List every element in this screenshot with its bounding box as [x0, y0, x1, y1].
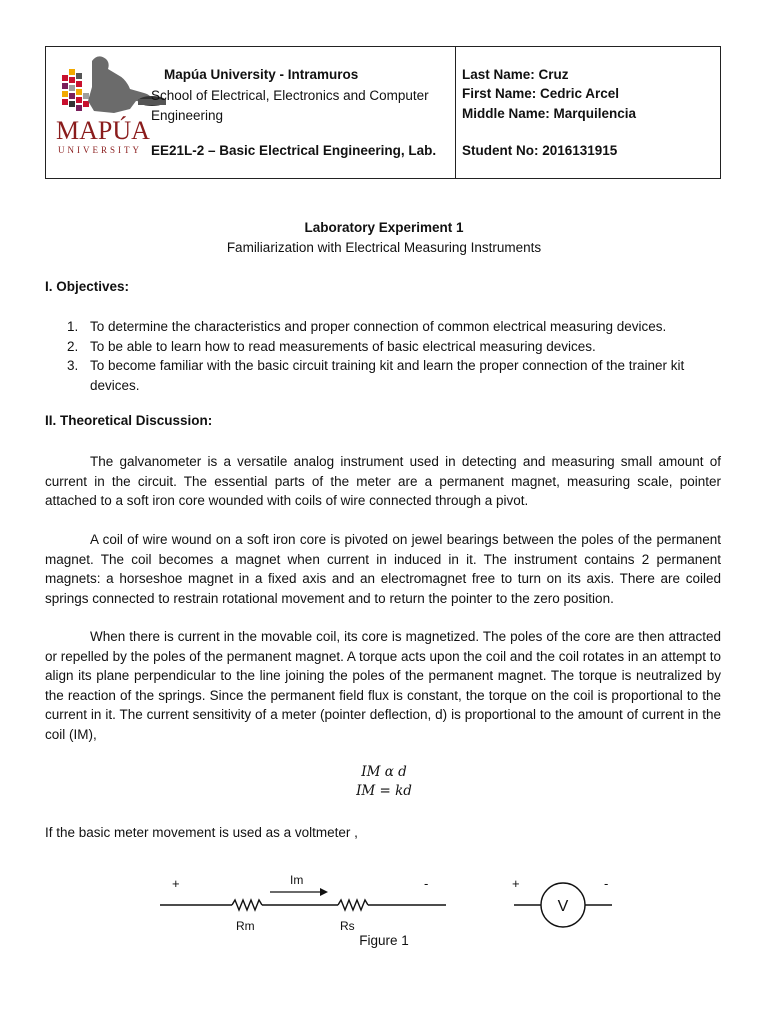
minus-terminal-right: - — [604, 876, 609, 891]
plus-terminal-right: + — [512, 876, 520, 891]
objective-text: To become familiar with the basic circuit training kit and learn the proper connection of the trainer kit devices. — [90, 358, 685, 393]
equation-proportional: IM α d — [361, 764, 407, 780]
equation-constant: IM = kd — [356, 783, 412, 799]
theory-paragraph-3: When there is current in the movable coil, its core is magnetized. The poles of the core are then attracted or repelled by the poles of the permanent magnet. A torque acts upon the coil and the coil rotates in an attempt to align its plane perpendicular to the line joining the poles of the permanent magnet. The torque is neutralized by the reaction of the springs. Since the permanent field flux is constant, the torque on the coil is proportional to the current in it. The current sensitivity of a meter (pointer deflection, d) is proportional to the amount of current in the coil (IM), — [45, 629, 721, 742]
header-left-cell — [46, 47, 456, 178]
objective-text: To be able to learn how to read measurements of basic electrical measuring devices. — [90, 338, 596, 354]
first-name: First Name: Cedric Arcel — [462, 86, 620, 101]
plus-terminal-left: + — [172, 876, 180, 891]
resistor-rs-label: Rs — [340, 919, 355, 933]
resistor-rs-icon — [338, 900, 368, 910]
theory-heading: II. Theoretical Discussion: — [45, 413, 213, 428]
course-title: EE21L-2 – Basic Electrical Engineering, Lab. — [151, 143, 437, 158]
student-number: Student No: 2016131915 — [462, 143, 618, 158]
svg-text:UNIVERSITY: UNIVERSITY — [58, 145, 142, 155]
voltmeter-intro: If the basic meter movement is used as a voltmeter , — [45, 825, 358, 840]
figure-caption: Figure 1 — [359, 933, 409, 948]
voltmeter-label: V — [557, 898, 569, 915]
objective-item — [45, 317, 721, 337]
university-name: Mapúa University - Intramuros — [164, 67, 359, 82]
resistor-rm-label: Rm — [236, 919, 255, 933]
experiment-subtitle: Familiarization with Electrical Measuring Instruments — [226, 240, 542, 255]
svg-text:MAPÚA: MAPÚA — [56, 116, 150, 145]
voltmeter-circuit-diagram — [150, 866, 620, 938]
header-right-cell — [456, 47, 720, 178]
resistor-rm-icon — [232, 900, 262, 910]
objective-text: To determine the characteristics and proper connection of common electrical measuring devices. — [90, 319, 667, 334]
objective-number: 3. — [67, 358, 79, 374]
objective-item — [45, 337, 721, 357]
objective-number: 1. — [67, 319, 79, 334]
header-table — [45, 46, 721, 179]
current-label: Im — [290, 873, 304, 887]
school-name: School of Electrical, Electronics and Computer Engineering — [151, 88, 429, 123]
objective-number: 2. — [67, 338, 79, 354]
objectives-list — [45, 317, 721, 395]
minus-terminal-left: - — [424, 876, 429, 891]
objective-item — [45, 356, 721, 395]
experiment-title: Laboratory Experiment 1 — [304, 220, 464, 235]
objectives-heading: I. Objectives: — [45, 279, 130, 294]
last-name: Last Name: Cruz — [462, 67, 569, 82]
theory-paragraph-2: A coil of wire wound on a soft iron core is pivoted on jewel bearings between the poles of the permanent magnet. The coil becomes a magnet when current in induced in it. The instrument contains 2 permanent magnets: a horseshoe magnet in a fixed axis and an electromagnet free to turn on its axis. There are coiled springs connected to restrain rotational movement and to return the pointer to the zero position. — [45, 532, 721, 606]
theory-paragraph-1: The galvanometer is a versatile analog instrument used in detecting and measuring small amount of current in the circuit. The essential parts of the meter are a permanent magnet, measuring scale, pointer attached to a soft iron core wounded with coils of wire connected through a pivot. — [45, 454, 721, 508]
middle-name: Middle Name: Marquilencia — [462, 106, 637, 121]
